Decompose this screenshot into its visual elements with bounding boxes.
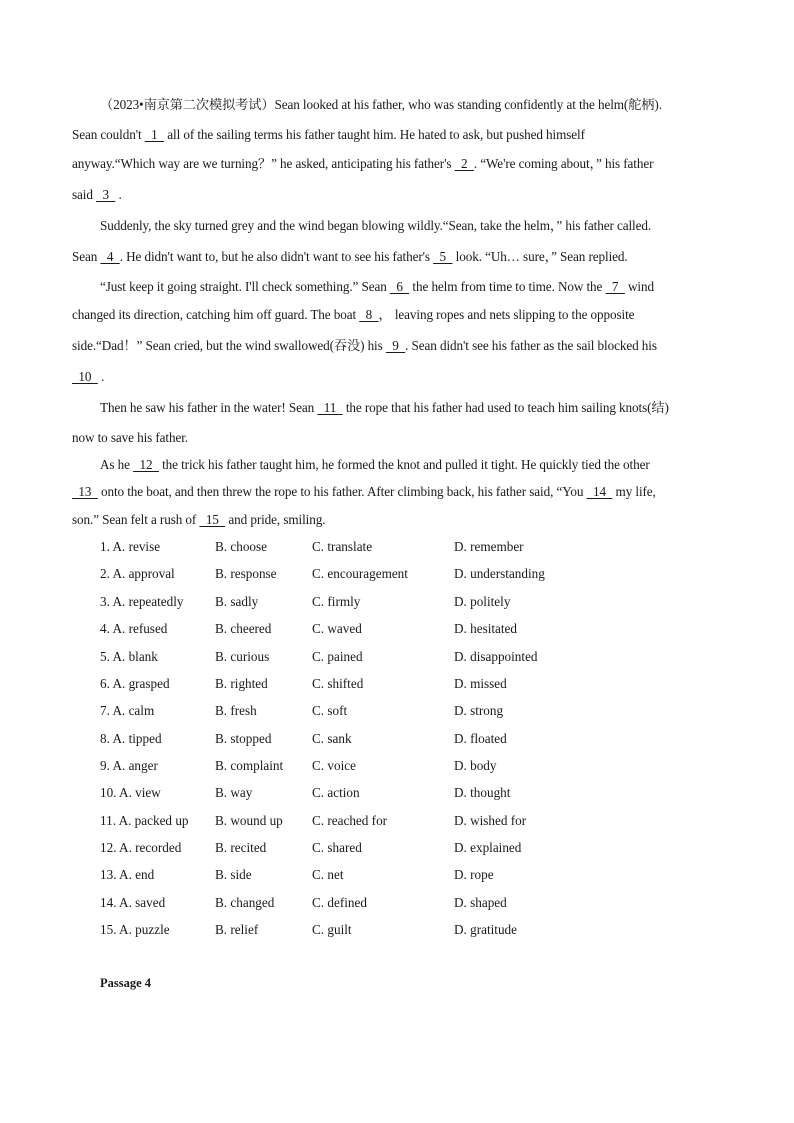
passage-line: [100, 279, 654, 295]
blank-number: 1: [144, 127, 165, 142]
passage-text-run: （2023•南京第二次模拟考试）Sean looked at his father, who was standing confidently at the helm(舵柄).: [100, 97, 662, 112]
option-b: B. cheered: [215, 621, 272, 636]
option-b: B. righted: [215, 676, 268, 691]
next-passage-title: Passage 4: [100, 976, 152, 990]
blank-number: 8: [359, 307, 379, 322]
option-c: C. reached for: [312, 813, 388, 828]
passage-text-run: Then he saw his father in the water! Sean: [100, 400, 318, 415]
option-b: B. side: [215, 867, 252, 882]
option-a: 10. A. view: [100, 785, 161, 800]
passage-line: [72, 307, 634, 323]
passage-text-run: .: [97, 369, 105, 384]
option-d: D. remember: [454, 539, 524, 554]
passage-text-run: anyway.“Which way are we turning？” he asked, anticipating his father's: [72, 156, 455, 171]
blank-number: 10: [72, 369, 98, 384]
option-c: C. sank: [312, 731, 352, 746]
passage-text-run: . He didn't want to, but he also didn't want to see his father's: [119, 249, 434, 264]
option-d: D. shaped: [454, 895, 507, 910]
passage-line: [100, 400, 669, 416]
passage-text-run: side.“Dad！” Sean cried, but the wind swallowed(吞没) his: [72, 338, 386, 353]
passage-text-run: .: [115, 187, 122, 202]
passage-line: [100, 457, 650, 473]
option-d: D. floated: [454, 731, 507, 746]
option-c: C. action: [312, 785, 360, 800]
option-c: C. pained: [312, 649, 363, 664]
passage-line: [100, 97, 662, 113]
passage-line: [72, 249, 628, 265]
option-a: 1. A. revise: [100, 539, 161, 554]
blank-number: 2: [454, 156, 474, 171]
blank-number: 6: [389, 279, 410, 294]
blank-number: 9: [385, 338, 406, 353]
option-b: B. choose: [215, 539, 268, 554]
passage-text-run: wind: [624, 279, 654, 294]
option-d: D. thought: [454, 785, 511, 800]
option-d: D. body: [454, 758, 497, 773]
passage-text-run: . “We're coming about，” his father: [473, 156, 654, 171]
option-c: C. shifted: [312, 676, 364, 691]
option-b: B. changed: [215, 895, 275, 910]
passage-line: [72, 127, 585, 143]
blank-number: 12: [133, 457, 159, 472]
passage-line: [72, 369, 104, 385]
passage-text-run: the trick his father taught him, he formed the knot and pulled it tight. He quickly tied the other: [158, 457, 650, 472]
option-d: D. politely: [454, 594, 511, 609]
passage-line: [72, 187, 122, 203]
passage-text-run: Suddenly, the sky turned grey and the wind began blowing wildly.“Sean, take the helm，” his father called.: [100, 218, 652, 233]
option-a: 15. A. puzzle: [100, 922, 170, 937]
option-c: C. net: [312, 867, 344, 882]
passage-line: [72, 156, 653, 172]
passage-text-run: all of the sailing terms his father taught him. He hated to ask, but pushed himself: [164, 127, 585, 142]
passage-line: [72, 484, 656, 500]
option-a: 9. A. anger: [100, 758, 158, 773]
blank-number: 5: [433, 249, 453, 264]
option-d: D. gratitude: [454, 922, 517, 937]
option-b: B. sadly: [215, 594, 259, 609]
option-c: C. guilt: [312, 922, 352, 937]
passage-text-run: look. “Uh… sure，” Sean replied.: [452, 249, 628, 264]
option-a: 4. A. refused: [100, 621, 168, 636]
option-b: B. curious: [215, 649, 270, 664]
option-d: D. understanding: [454, 566, 545, 581]
option-a: 2. A. approval: [100, 566, 175, 581]
passage-text-run: Sean: [72, 249, 101, 264]
option-b: B. fresh: [215, 703, 257, 718]
option-d: D. hesitated: [454, 621, 517, 636]
option-a: 7. A. calm: [100, 703, 155, 718]
option-b: B. complaint: [215, 758, 284, 773]
blank-number: 7: [605, 279, 625, 294]
passage-line: [72, 338, 657, 354]
option-a: 13. A. end: [100, 867, 155, 882]
option-a: 3. A. repeatedly: [100, 594, 184, 609]
option-d: D. strong: [454, 703, 504, 718]
option-b: B. response: [215, 566, 277, 581]
option-b: B. recited: [215, 840, 267, 855]
blank-number: 15: [199, 512, 226, 527]
option-d: D. disappointed: [454, 649, 538, 664]
option-c: C. firmly: [312, 594, 361, 609]
option-c: C. encouragement: [312, 566, 408, 581]
option-a: 6. A. grasped: [100, 676, 170, 691]
passage-text-run: changed its direction, catching him off guard. The boat: [72, 307, 360, 322]
option-b: B. relief: [215, 922, 259, 937]
option-b: B. way: [215, 785, 253, 800]
option-c: C. voice: [312, 758, 356, 773]
passage-text-run: As he: [100, 457, 134, 472]
option-c: C. defined: [312, 895, 367, 910]
option-a: 8. A. tipped: [100, 731, 162, 746]
passage-text-run: ， leaving ropes and nets slipping to the opposite: [378, 307, 635, 322]
option-a: 11. A. packed up: [100, 813, 189, 828]
option-c: C. translate: [312, 539, 373, 554]
passage-text-run: said: [72, 187, 97, 202]
option-b: B. stopped: [215, 731, 272, 746]
blank-number: 14: [586, 484, 613, 499]
option-a: 5. A. blank: [100, 649, 158, 664]
blank-number: 11: [317, 400, 343, 415]
passage-text-run: son.” Sean felt a rush of: [72, 512, 200, 527]
passage-text-run: Sean couldn't: [72, 127, 145, 142]
option-b: B. wound up: [215, 813, 283, 828]
blank-number: 13: [72, 484, 98, 499]
option-d: D. wished for: [454, 813, 527, 828]
option-a: 12. A. recorded: [100, 840, 182, 855]
option-d: D. missed: [454, 676, 507, 691]
option-d: D. rope: [454, 867, 494, 882]
passage-text-run: the rope that his father had used to teach him sailing knots(结): [342, 400, 669, 415]
blank-number: 4: [100, 249, 120, 264]
option-d: D. explained: [454, 840, 522, 855]
passage-text-run: “Just keep it going straight. I'll check something.” Sean: [100, 279, 390, 294]
option-c: C. waved: [312, 621, 362, 636]
option-c: C. shared: [312, 840, 362, 855]
passage-text-run: onto the boat, and then threw the rope to his father. After climbing back, his father said, “You: [97, 484, 587, 499]
passage-text-run: the helm from time to time. Now the: [409, 279, 606, 294]
passage-text-run: my life,: [612, 484, 656, 499]
blank-number: 3: [96, 187, 116, 202]
option-a: 14. A. saved: [100, 895, 166, 910]
passage-line: [72, 430, 188, 446]
option-c: C. soft: [312, 703, 348, 718]
passage-line: [72, 512, 325, 528]
passage-text-run: . Sean didn't see his father as the sail blocked his: [405, 338, 657, 353]
passage-text-run: and pride, smiling.: [225, 512, 326, 527]
passage-line: [100, 218, 651, 234]
passage-text-run: now to save his father.: [72, 430, 188, 445]
